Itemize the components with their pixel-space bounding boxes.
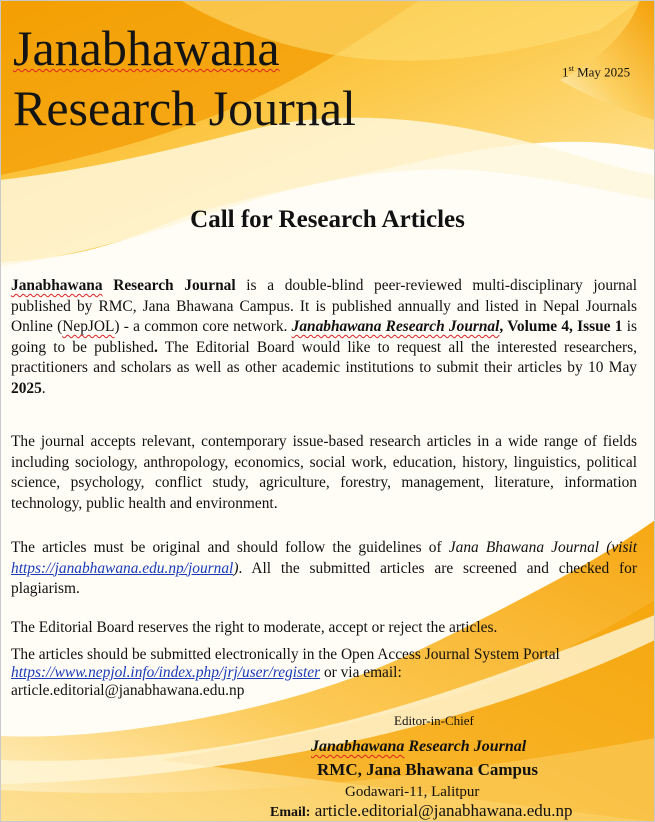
submission-email[interactable]: article.editorial@janabhawana.edu.np <box>11 682 245 699</box>
issue-date: 1st May 2025 <box>562 64 631 80</box>
submission-portal-link[interactable]: https://www.nepjol.info/index.php/jrj/user/register <box>11 664 321 681</box>
journal-title <box>13 18 356 138</box>
submission-paragraph: The articles should be submitted electronically in the Open Access Journal System Portal https://www.nepjol.info/index.php/jrj/user/register or via email: article.editorial@janabhawana.edu.np <box>11 646 560 699</box>
scope-paragraph: The journal accepts relevant, contemporary issue-based research articles in a wide range of fields including sociology, anthropology, economics, social work, education, history, linguistics, political science, psychology, conflict study, agriculture, forestry, management, literature, information technology, public health and environment. <box>11 433 637 512</box>
editor-label: Editor-in-Chief <box>394 713 474 728</box>
guidelines-paragraph: The articles must be original and should follow the guidelines of Jana Bhawana Journal (visit https://janabhawana.edu.np/journal). All the submitted articles are screened and checked for plagiarism. <box>11 539 637 598</box>
title-line-1: Janabhawana <box>13 20 280 76</box>
title-line-2: Research Journal <box>13 80 356 136</box>
signature-journal: Janabhawana Research Journal <box>311 738 527 755</box>
signature-email: Email: article.editorial@janabhawana.edu.np <box>270 801 573 820</box>
journal-guidelines-link[interactable]: https://janabhawana.edu.np/journal <box>11 559 234 577</box>
signature-address: Godawari-11, Lalitpur <box>345 784 480 800</box>
page-heading: Call for Research Articles <box>190 206 465 233</box>
signature-campus: RMC, Jana Bhawana Campus <box>317 760 539 779</box>
signature-email-address[interactable]: article.editorial@janabhawana.edu.np <box>310 801 573 820</box>
moderation-paragraph: The Editorial Board reserves the right to moderate, accept or reject the articles. <box>11 619 498 636</box>
intro-paragraph: Janabhawana Research Journal is a double-blind peer-reviewed multi-disciplinary journal published by RMC, Jana Bhawana Campus. It is published annually and listed in Nepal Journals Online (NepJOL) - a common core network. Janabhawana Research Journal, Volume 4, Issue 1 is going to be published. The Editorial Board would like to request all the interested researchers, practitioners and scholars as well as other academic institutions to submit their articles by 10 May 2025. <box>11 277 637 397</box>
